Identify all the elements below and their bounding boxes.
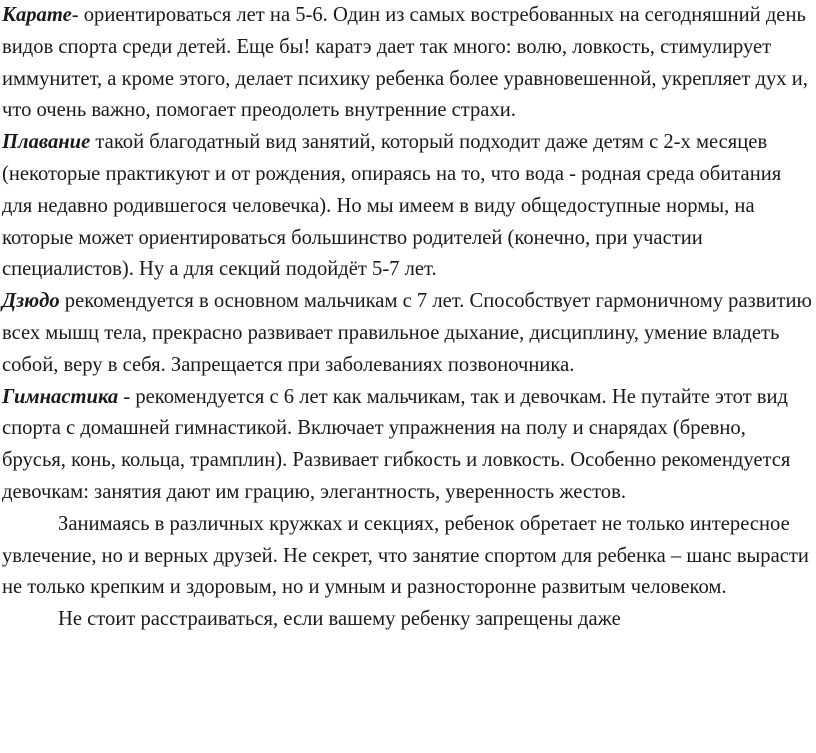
paragraph-swimming-text: такой благодатный вид занятий, который подходит даже детям с 2-х месяцев (некоторые практикуют и от рождения, опираясь на то, что вода - родная среда обитания для недавно родившегося человечка). Но мы имеем в виду общедоступные нормы, на которые может ориентироваться большинство родителей (конечно, при участии специалистов). Ну а для секций подойдёт 5-7 лет. [2,131,782,281]
paragraph-conclusion: Занимаясь в различных кружках и секциях, ребенок обретает не только интересное увлечение, но и верных друзей. Не секрет, что занятие спортом для ребенка – шанс вырасти не только крепким и здоровым, но и умным и разносторонне развитым человеком. [2,512,809,599]
paragraph-karate [2,0,814,127]
paragraph-gymnastics [2,382,814,509]
paragraph-judo-text: рекомендуется в основном мальчикам с 7 лет. Способствует гармоничному развитию всех мышц тела, прекрасно развивает правильное дыхание, дисциплину, умение владеть собой, веру в себя. Запрещается при заболеваниях позвоночника. [2,290,812,376]
paragraph-judo [2,286,814,381]
term-swimming: Плавание [2,131,91,154]
term-karate: Карате [2,4,72,26]
paragraph-gymnastics-text: - рекомендуется с 6 лет как мальчикам, так и девочкам. Не путайте этот вид спорта с домашней гимнастикой. Включает упражнения на полу и снарядах (бревно, брусья, конь, кольца, трамплин). Развивает гибкость и ловкость. Особенно рекомендуется девочкам: занятия дают им грацию, элегантность, уверенность жестов. [2,385,791,503]
paragraph-swimming [2,127,814,286]
paragraph-continuation: Не стоит расстраиваться, если вашему ребенку запрещены даже [58,608,621,631]
term-judo: Дзюдо [2,290,60,313]
term-gymnastics: Гимнастика [2,385,119,408]
paragraph-karate-text: - ориентироваться лет на 5-6. Один из самых востребованных на сегодняшний день видов спорта среди детей. Еще бы! каратэ дает так много: волю, ловкость, стимулирует иммунитет, а кроме этого, делает психику ребенка более уравновешенной, укрепляет дух и, что очень важно, помогает преодолеть внутренние страхи. [2,4,808,122]
